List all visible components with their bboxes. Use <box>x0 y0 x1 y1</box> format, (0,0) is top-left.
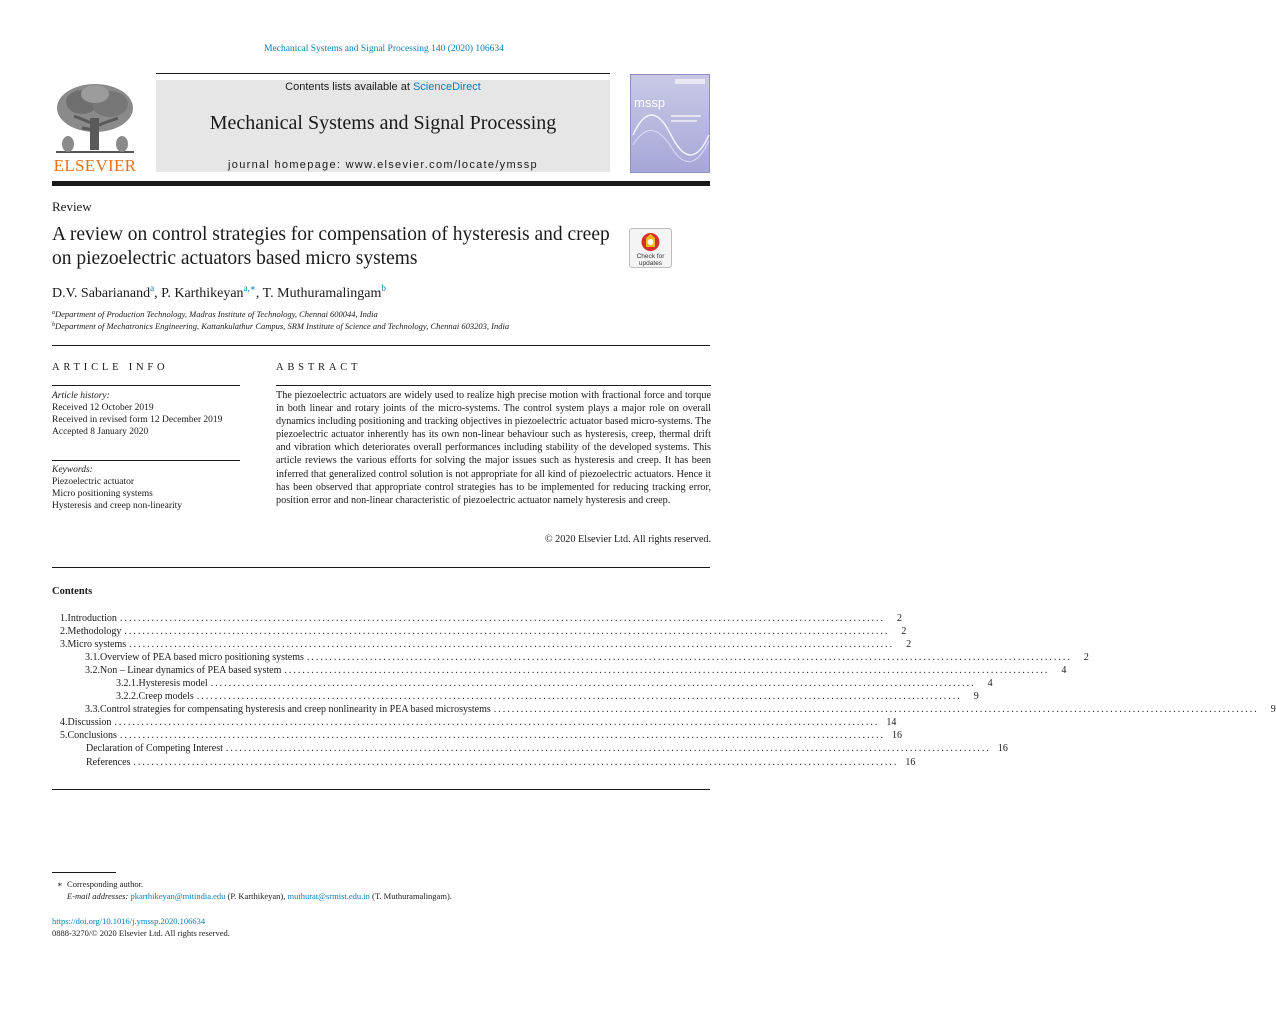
article-title: A review on control strategies for compensation of hysteresis and creep on piezoelectric actuators based micro systems <box>52 224 610 269</box>
toc-page: 9 <box>973 691 979 702</box>
keywords-label: Keywords: <box>52 465 93 475</box>
footnote-rule <box>52 872 116 873</box>
toc-page: 2 <box>901 626 907 637</box>
email-link-muthuramalingam[interactable]: muthurat@srmist.edu.in <box>287 891 370 901</box>
toc-entry-hysteresis-model[interactable] <box>116 678 993 691</box>
email-addresses <box>67 891 452 901</box>
keyword-item: Hysteresis and creep non-linearity <box>52 501 183 511</box>
toc-page: 2 <box>1083 652 1089 663</box>
toc-label[interactable]: References <box>86 757 131 768</box>
toc-label[interactable]: Creep models <box>138 691 194 702</box>
toc-leader-dots: .......................................................................................................................................................................... <box>196 691 962 702</box>
toc-leader-dots: .......................................................................................................................................................................... <box>114 717 880 728</box>
history-accepted: Accepted 8 January 2020 <box>52 427 149 437</box>
footnote-mark: ∗ <box>57 879 63 889</box>
toc-number: 3.2.1. <box>116 678 139 689</box>
email-owner: (T. Muthuramalingam). <box>369 891 452 901</box>
toc-entry-discussion[interactable] <box>60 717 897 730</box>
toc-leader-dots: .......................................................................................................................................................................... <box>129 639 895 650</box>
toc-page: 9 <box>1270 704 1276 715</box>
check-updates-label: Check for updates <box>636 253 665 267</box>
journal-cover-thumbnail[interactable] <box>630 74 710 173</box>
email-owner: (P. Karthikeyan), <box>225 891 288 901</box>
toc-entry-introduction[interactable] <box>60 613 902 626</box>
author-affil-mark[interactable]: b <box>381 283 386 293</box>
toc-leader-dots: .......................................................................................................................................................................... <box>225 743 991 754</box>
toc-label[interactable]: Introduction <box>67 613 117 624</box>
author-affil-mark[interactable]: a,∗ <box>243 283 256 293</box>
keywords-block <box>52 464 182 512</box>
affiliation-text: Department of Production Technology, Madras Institute of Technology, Chennai 600044, India <box>55 309 378 319</box>
email-label: E-mail addresses: <box>67 891 129 901</box>
toc-leader-dots: .......................................................................................................................................................................... <box>284 665 1050 676</box>
affiliation-mark: b <box>52 322 55 328</box>
elsevier-wordmark: ELSEVIER <box>53 156 137 175</box>
toc-page: 2 <box>906 639 912 650</box>
affiliation-text: Department of Mechatronics Engineering, Kattankulathur Campus, SRM Institute of Science and Technology, Chennai 603203, India <box>55 321 510 331</box>
abstract-heading: ABSTRACT <box>276 362 362 373</box>
affiliation-a <box>52 309 378 319</box>
abstract-copyright: © 2020 Elsevier Ltd. All rights reserved. <box>544 534 711 545</box>
author-name[interactable]: T. Muthuramalingam <box>262 286 382 301</box>
toc-label[interactable]: Conclusions <box>67 730 117 741</box>
email-link-karthikeyan[interactable]: pkarthikeyan@mitindia.edu <box>130 891 226 901</box>
toc-number: 3.2.2. <box>116 691 139 702</box>
toc-entry-control-strategies[interactable] <box>85 704 1276 717</box>
article-history <box>52 390 222 438</box>
toc-number: 5. <box>60 730 68 741</box>
author-list <box>52 283 386 302</box>
toc-leader-dots: .......................................................................................................................................................................... <box>124 626 890 637</box>
cover-title: mssp <box>634 95 666 110</box>
journal-citation[interactable]: Mechanical Systems and Signal Processing 140 (2020) 106634 <box>264 44 504 54</box>
elsevier-tree-icon <box>52 80 138 156</box>
toc-number: 3.1. <box>85 652 100 663</box>
toc-leader-dots: .......................................................................................................................................................................... <box>210 678 976 689</box>
keywords-rule <box>52 460 240 461</box>
toc-leader-dots: .......................................................................................................................................................................... <box>119 730 885 741</box>
toc-page: 16 <box>905 757 916 768</box>
check-for-updates-badge[interactable] <box>629 228 672 268</box>
masthead-top-rule <box>156 73 610 74</box>
affiliation-mark: a <box>52 310 55 316</box>
header-divider <box>52 345 710 346</box>
toc-leader-dots: .......................................................................................................................................................................... <box>306 652 1072 663</box>
doi-link[interactable]: https://doi.org/10.1016/j.ymssp.2020.106634 <box>52 916 206 926</box>
toc-number: 3. <box>60 639 68 650</box>
author-affil-mark[interactable]: a <box>150 283 155 293</box>
check-updates-icon <box>630 230 671 254</box>
toc-leader-dots: .......................................................................................................................................................................... <box>119 613 885 624</box>
contents-prefix: Contents lists available at <box>285 81 413 93</box>
author-separator: , <box>255 286 263 301</box>
toc-page: 4 <box>1061 665 1067 676</box>
toc-page: 16 <box>891 730 902 741</box>
affiliation-b <box>52 321 509 331</box>
toc-entry-methodology[interactable] <box>60 626 907 639</box>
toc-label[interactable]: Non – Linear dynamics of PEA based system <box>100 665 282 676</box>
toc-page: 16 <box>997 743 1008 754</box>
toc-entry-conclusions[interactable] <box>60 730 902 743</box>
author-separator: , <box>154 286 162 301</box>
cover-wave-graphic <box>631 75 711 174</box>
abstract-bottom-rule <box>52 567 710 568</box>
toc-leader-dots: .......................................................................................................................................................................... <box>133 757 899 768</box>
article-type: Review <box>52 199 92 214</box>
contents-heading: Contents <box>52 586 93 597</box>
toc-page: 2 <box>896 613 902 624</box>
toc-number: 3.2. <box>85 665 100 676</box>
toc-number: 1. <box>60 613 68 624</box>
toc-entry-competing-interest[interactable] <box>86 743 1008 756</box>
toc-leader-dots: .......................................................................................................................................................................... <box>493 704 1259 715</box>
history-received: Received 12 October 2019 <box>52 403 154 413</box>
contents-bottom-rule <box>52 789 710 790</box>
toc-label[interactable]: Methodology <box>67 626 122 637</box>
toc-entry-nonlinear-dynamics[interactable] <box>85 665 1067 678</box>
toc-entry-overview[interactable] <box>85 652 1089 665</box>
issn-line: 0888-3270/© 2020 Elsevier Ltd. All rights reserved. <box>52 928 230 938</box>
toc-label[interactable]: Hysteresis model <box>138 678 208 689</box>
contents-availability <box>156 81 610 93</box>
corresponding-author-note <box>57 879 143 890</box>
toc-page: 14 <box>886 717 897 728</box>
toc-label[interactable]: Micro systems <box>67 639 127 650</box>
toc-label[interactable]: Overview of PEA based micro positioning systems <box>100 652 304 663</box>
abstract-text: The piezoelectric actuators are widely used to realize high precise motion with fractional force and torque in both linear and rotary joints of the micro-systems. The control system plays a major role on overall dynamics including positioning and tracking objectives in piezoelectric actuator based micro-systems. The piezoelectric actuator inherently has its own non-linear behaviour such as hysteresis, creep, thermal drift and vibration which deteriorates overall performances including stability of the developed systems. This article reviews the various efforts for solving the major issues such as hysteresis and creep. It has been inferred that generalized control solution is not appropriate for all kind of piezoelectric actuators. Hence it has been observed that appropriate control strategies has to be implemented for reducing tracking error, position error and non-linear characteristic of piezoelectric actuator namely hysteresis and creep. <box>276 390 711 506</box>
toc-number: 3.3. <box>85 704 100 715</box>
abstract-rule <box>276 385 711 386</box>
elsevier-logo <box>50 80 140 176</box>
toc-label[interactable]: Control strategies for compensating hysteresis and creep nonlinearity in PEA based microsystems <box>100 704 491 715</box>
toc-label[interactable]: Declaration of Competing Interest <box>86 743 223 754</box>
sciencedirect-link[interactable]: ScienceDirect <box>412 81 481 93</box>
toc-number: 2. <box>60 626 68 637</box>
corresponding-text: Corresponding author. <box>67 879 144 889</box>
author-name[interactable]: D.V. Sabarianand <box>52 286 151 301</box>
article-info-rule <box>52 385 240 386</box>
toc-entry-micro-systems[interactable] <box>60 639 912 652</box>
article-info-heading: ARTICLE INFO <box>52 362 169 373</box>
journal-homepage[interactable]: journal homepage: www.elsevier.com/locate/ymssp <box>228 159 538 171</box>
history-revised: Received in revised form 12 December 2019 <box>52 415 223 425</box>
keyword-item: Micro positioning systems <box>52 489 153 499</box>
journal-title: Mechanical Systems and Signal Processing <box>209 112 557 134</box>
toc-entry-references[interactable] <box>86 757 916 770</box>
toc-label[interactable]: Discussion <box>67 717 112 728</box>
toc-page: 4 <box>987 678 993 689</box>
author-name[interactable]: P. Karthikeyan <box>161 286 244 301</box>
history-label: Article history: <box>52 391 110 401</box>
keyword-item: Piezoelectric actuator <box>52 477 135 487</box>
masthead-bottom-rule <box>52 181 710 186</box>
toc-entry-creep-models[interactable] <box>116 691 979 704</box>
toc-number: 4. <box>60 717 68 728</box>
